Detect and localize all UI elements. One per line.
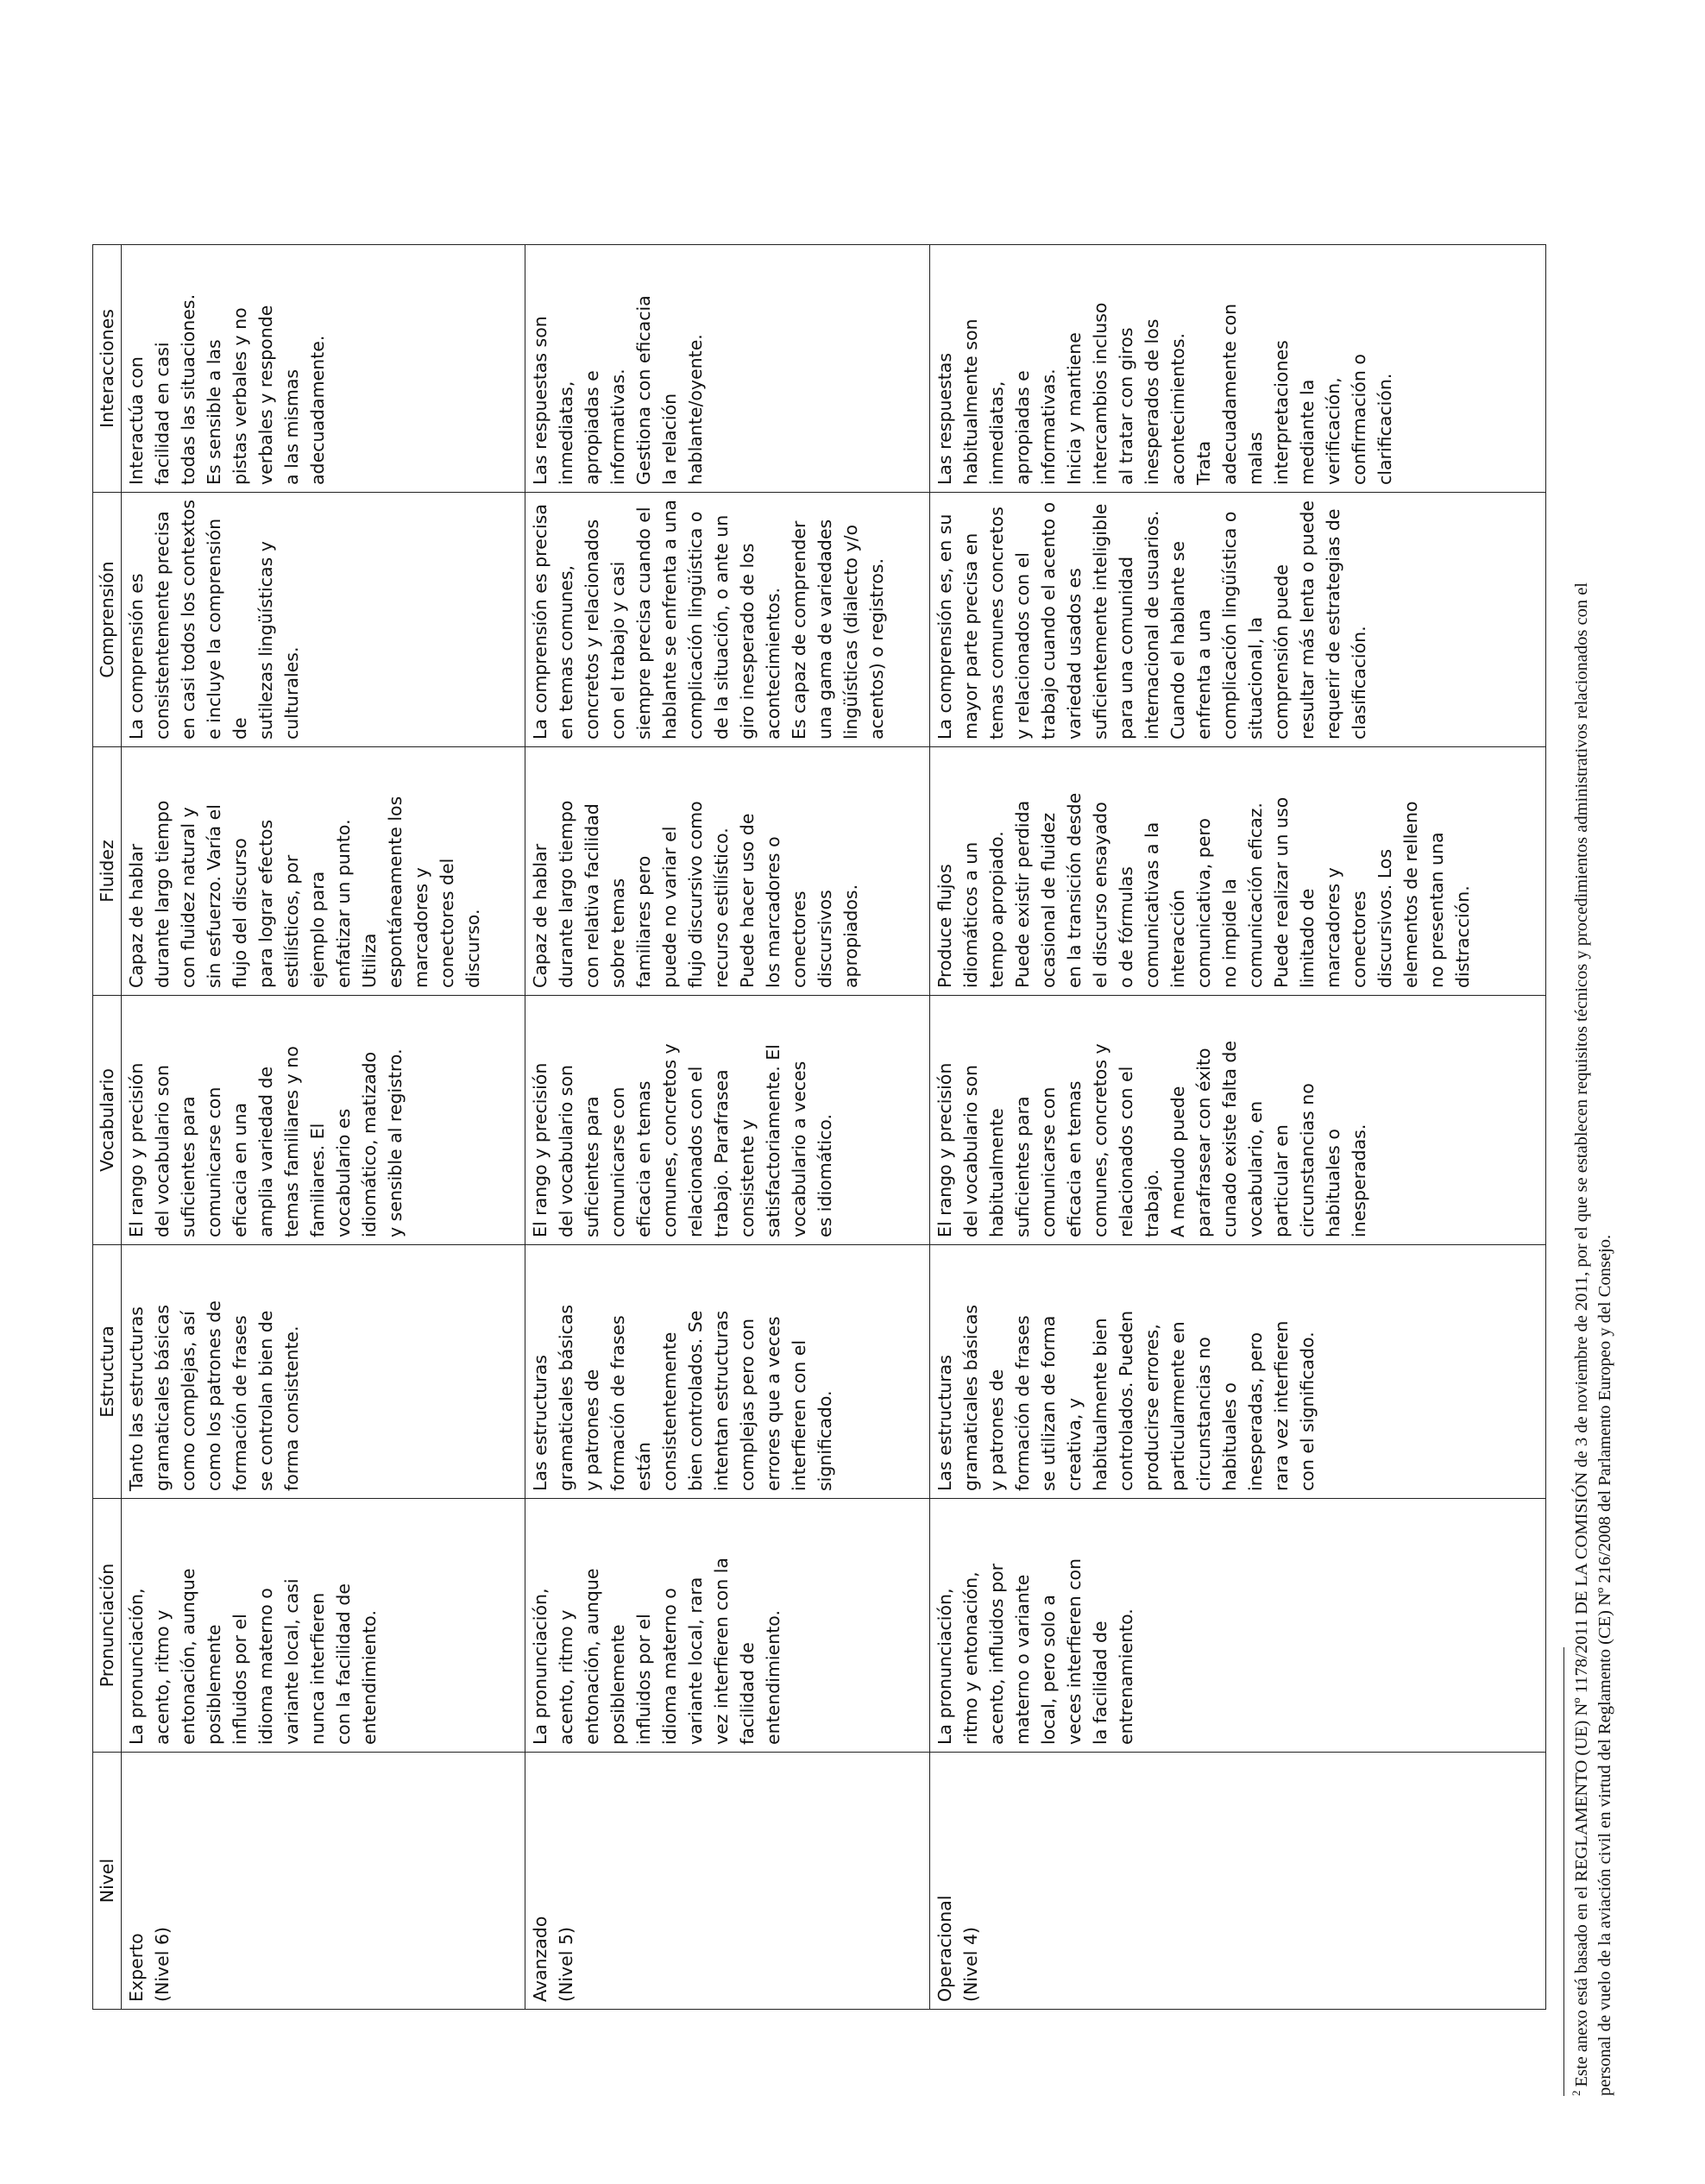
footnote-line-2: personal de vuelo de la aviación civil en virtud del Reglamento (CE) Nº 216/2008 del Parlamento Europeo y del Consejo. — [1595, 1234, 1614, 2096]
table-row-operacional — [930, 245, 1546, 2010]
cell-pronunciacion: La pronunciación, acento, ritmo y entonación, aunque posiblemente influidos por el idioma materno o variante local, rara vez interfieren con la facilidad de entendimiento. — [525, 1499, 930, 1753]
header-pronunciacion: Pronunciación — [93, 1499, 122, 1753]
footnote — [1570, 198, 1617, 2096]
cell-level: Avanzado (Nivel 5) — [525, 1753, 930, 2010]
cell-fluidez: Produce flujos idiomáticos a un tempo apropiado. Puede existir perdida ocasional de fluidez en la transición desde el discurso ensayado o de fórmulas comunicativas a la interacción comunicativa, pero no impide la comunicación eficaz. Puede realizar un uso limitado de marcadores y conectores discursivos. Los elementos de relleno no presentan una distracción. — [930, 747, 1546, 996]
cell-level: Operacional (Nivel 4) — [930, 1753, 1546, 2010]
cell-level: Experto (Nivel 6) — [122, 1753, 525, 2010]
cell-comprension: La comprensión es consistentemente precisa en casi todos los contextos e incluye la comprensión de sutilezas lingüísticas y culturales. — [122, 493, 525, 747]
footnote-text-1: Este anexo está basado en el REGLAMENTO (UE) Nº 1178/2011 DE LA COMISIÓN de 3 de noviembre de 2011, por el que se establecen requisitos técnicos y procedimientos administrativos relacionados con el — [1572, 582, 1591, 2087]
footnote-line-1 — [1570, 198, 1594, 2096]
cell-comprension: La comprensión es precisa en temas comunes, concretos y relacionados con el trabajo y casi siempre precisa cuando el hablante se enfrenta a una complicación lingüística o de la situación, o ante un giro inesperado de los acontecimientos. Es capaz de comprender una gama de variedades lingüísticas (dialecto y/o acentos) o registros. — [525, 493, 930, 747]
proficiency-table-rotated — [92, 245, 1545, 2010]
cell-estructura: Las estructuras gramaticales básicas y patrones de formación de frases se utilizan de forma creativa, y habitualmente bien controlados. Pueden producirse errores, particularmente en circunstancias no habituales o inesperadas, pero rara vez interfieren con el significado. — [930, 1245, 1546, 1499]
header-comprension: Comprensión — [93, 493, 122, 747]
cell-pronunciacion: La pronunciación, ritmo y entonación, acento, influidos por materno o variante local, pero solo a veces interfieren con la facilidad de entrenamiento. — [930, 1499, 1546, 1753]
footnote-rotated — [1563, 198, 1633, 2096]
cell-interacciones: Las respuestas son inmediatas, apropiadas e informativas. Gestiona con eficacia la relación hablante/oyente. — [525, 245, 930, 493]
header-estructura: Estructura — [93, 1245, 122, 1499]
header-fluidez: Fluidez — [93, 747, 122, 996]
header-vocabulario: Vocabulario — [93, 996, 122, 1245]
footnote-marker: 2 — [1570, 2090, 1582, 2096]
table-row-experto — [122, 245, 525, 2010]
footnote-rule — [1563, 1647, 1564, 2096]
proficiency-rating-table — [92, 244, 1546, 2010]
cell-fluidez: Capaz de hablar durante largo tiempo con fluidez natural y sin esfuerzo. Varía el flujo del discurso para lograr efectos estilísticos, por ejemplo para enfatizar un punto. Utiliza espontáneamente los marcadores y conectores del discurso. — [122, 747, 525, 996]
cell-vocabulario: El rango y precisión del vocabulario son habitualmente suficientes para comunicarse con eficacia en temas comunes, concretos y relacionados con el trabajo. A menudo puede parafrasear con éxito cunado existe falta de vocabulario, en particular en circunstancias no habituales o inesperadas. — [930, 996, 1546, 1245]
cell-vocabulario: El rango y precisión del vocabulario son suficientes para comunicarse con eficacia en temas comunes, concretos y relacionados con el trabajo. Parafrasea consistente y satisfactoriamente. El vocabulario a veces es idiomático. — [525, 996, 930, 1245]
table-row-avanzado — [525, 245, 930, 2010]
cell-estructura: Tanto las estructuras gramaticales básicas como complejas, así como los patrones de formación de frases se controlan bien de forma consistente. — [122, 1245, 525, 1499]
cell-estructura: Las estructuras gramaticales básicas y patrones de formación de frases están consistentemente bien controlados. Se intentan estructuras complejas pero con errores que a veces interfieren con el significado. — [525, 1245, 930, 1499]
header-interacciones: Interacciones — [93, 245, 122, 493]
cell-pronunciacion: La pronunciación, acento, ritmo y entonación, aunque posiblemente influidos por el idioma materno o variante local, casi nunca interfieren con la facilidad de entendimiento. — [122, 1499, 525, 1753]
cell-interacciones: Las respuestas habitualmente son inmediatas, apropiadas e informativas. Inicia y mantiene intercambios incluso al tratar con giros inesperados de los acontecimientos. Trata adecuadamente con malas interpretaciones mediante la verificación, confirmación o clarificación. — [930, 245, 1546, 493]
cell-interacciones: Interactúa con facilidad en casi todas las situaciones. Es sensible a las pistas verbales y no verbales y responde a las mismas adecuadamente. — [122, 245, 525, 493]
cell-vocabulario: El rango y precisión del vocabulario son suficientes para comunicarse con eficacia en una amplia variedad de temas familiares y no familiares. El vocabulario es idiomático, matizado y sensible al registro. — [122, 996, 525, 1245]
header-nivel: Nivel — [93, 1753, 122, 2010]
header-row — [93, 245, 122, 2010]
cell-comprension: La comprensión es, en su mayor parte precisa en temas comunes concretos y relacionados con el trabajo cuando el acento o variedad usados es suficientemente inteligible para una comunidad internacional de usuarios. Cuando el hablante se enfrenta a una complicación lingüística o situacional, la comprensión puede resultar más lenta o puede requerir de estrategias de clasificación. — [930, 493, 1546, 747]
cell-fluidez: Capaz de hablar durante largo tiempo con relativa facilidad sobre temas familiares pero puede no variar el flujo discursivo como recurso estilístico. Puede hacer uso de los marcadores o conectores discursivos apropiados. — [525, 747, 930, 996]
